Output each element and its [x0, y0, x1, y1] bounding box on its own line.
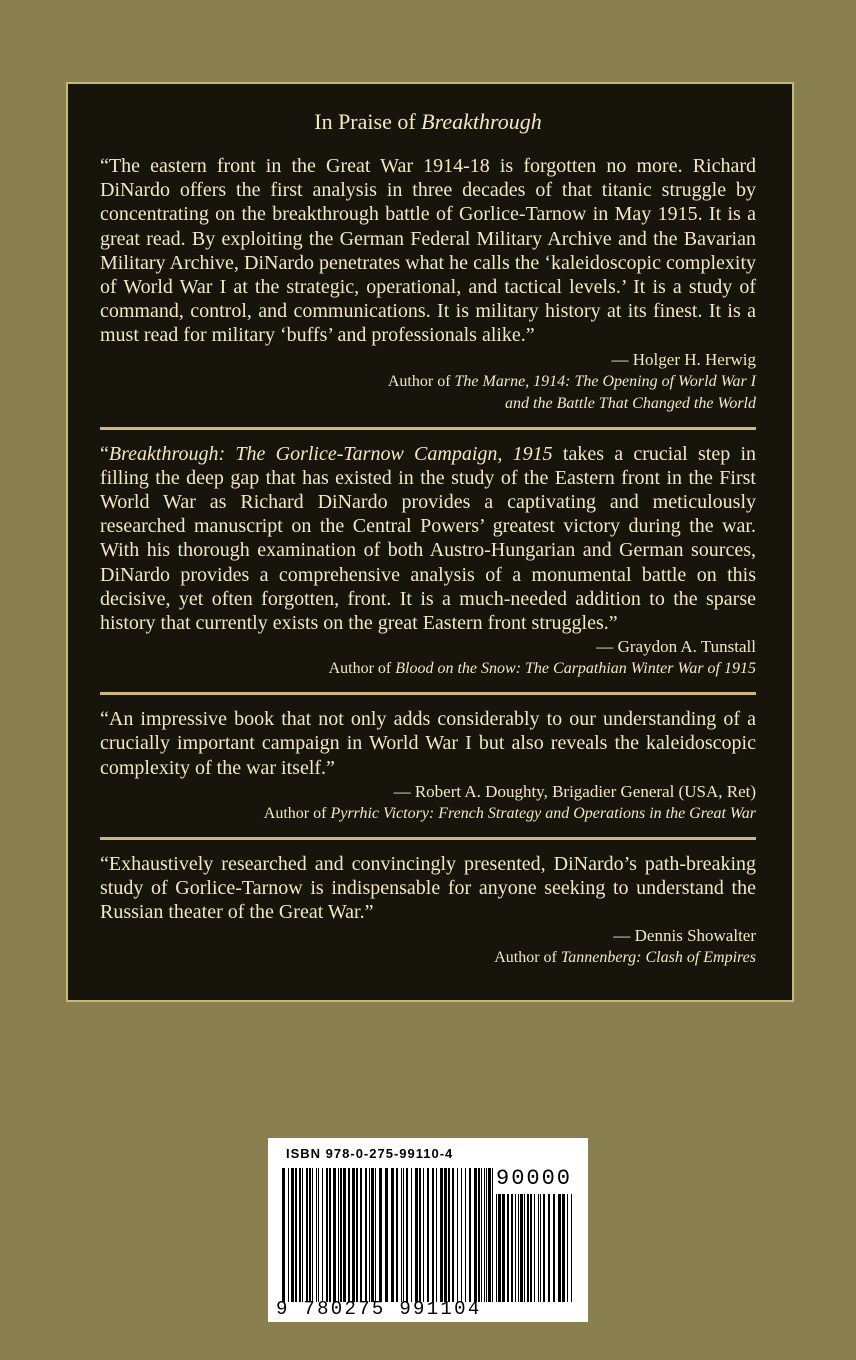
barcode-bar	[511, 1194, 513, 1302]
reviewer-work	[100, 803, 756, 825]
barcode-bar	[524, 1194, 525, 1302]
barcode-bar	[329, 1168, 331, 1302]
reviewer-name: — Dennis Showalter	[613, 926, 756, 946]
barcode-bar	[322, 1168, 323, 1302]
reviewer-work	[100, 658, 756, 680]
barcode-bar	[375, 1168, 376, 1302]
barcode-bar	[562, 1194, 565, 1302]
reviewer-name: — Holger H. Herwig	[611, 349, 756, 369]
barcode-bar	[507, 1194, 509, 1302]
barcode-bar	[484, 1168, 485, 1302]
barcode-bar	[360, 1168, 362, 1302]
barcode-bar	[432, 1168, 434, 1302]
barcode-bar	[436, 1168, 437, 1302]
barcode-bar	[352, 1168, 355, 1302]
barcode-bar	[515, 1194, 516, 1302]
isbn-label: ISBN 978-0-275-99110-4	[286, 1146, 454, 1161]
barcode-bar	[306, 1168, 308, 1302]
barcode-bar	[371, 1168, 374, 1302]
barcode-bar	[452, 1168, 454, 1302]
blurb-tunstall-attribution	[100, 635, 756, 680]
barcode-bar	[538, 1194, 539, 1302]
blurb-showalter-quote: “Exhaustively researched and convincingly presented, DiNardo’s path-breaking study of Gorlice-Tarnow is indispensable for anyone seeking to understand the Russian theater of the Great War.”	[100, 852, 756, 924]
barcode-bar	[518, 1194, 519, 1302]
barcode-bar	[448, 1168, 450, 1302]
barcode-bar	[548, 1194, 550, 1302]
barcode-bar	[295, 1168, 297, 1302]
barcode-bar	[492, 1168, 493, 1302]
barcode-bar	[502, 1194, 505, 1302]
barcode-bar	[318, 1168, 319, 1302]
barcode-bar	[427, 1168, 429, 1302]
author-prefix: Author of	[494, 949, 561, 967]
barcode-bar	[457, 1168, 458, 1302]
work-title-line1: The Marne, 1914: The Opening of World War I	[454, 372, 756, 390]
reviewer-work	[100, 947, 756, 969]
work-title: Tannenberg: Clash of Empires	[560, 949, 756, 967]
barcode-bar	[465, 1168, 466, 1302]
barcode-bar	[419, 1168, 421, 1302]
barcode-bar	[540, 1194, 541, 1302]
reviewer-name: — Graydon A. Tunstall	[596, 637, 756, 657]
barcode-bar	[440, 1168, 443, 1302]
barcode-bar	[369, 1168, 370, 1302]
barcode-bar	[469, 1168, 471, 1302]
barcode-bar	[527, 1194, 529, 1302]
barcode-bar	[291, 1168, 294, 1302]
ean-barcode-bars	[282, 1168, 496, 1302]
barcode-bar	[338, 1168, 339, 1302]
reviewer-name: — Robert A. Doughty, Brigadier General (USA, Ret)	[393, 781, 756, 801]
barcode-bar	[403, 1168, 404, 1302]
barcode-bar	[391, 1168, 394, 1302]
barcode-bar	[558, 1194, 561, 1302]
praise-heading	[100, 104, 756, 140]
heading-prefix: In Praise of	[314, 109, 422, 134]
barcode-bar	[571, 1194, 572, 1302]
addon-barcode-bars	[496, 1194, 576, 1302]
divider	[100, 837, 756, 840]
barcode-bar	[520, 1194, 523, 1302]
ean-number: 9 780275 991104	[276, 1298, 482, 1320]
barcode-bar	[496, 1194, 497, 1302]
barcode-bar	[534, 1194, 535, 1302]
barcode-bar	[461, 1168, 462, 1302]
barcode-bar	[553, 1194, 555, 1302]
barcode-bar	[396, 1168, 398, 1302]
barcode-bar	[474, 1168, 477, 1302]
barcode-bar	[444, 1168, 447, 1302]
barcode-bar	[299, 1168, 301, 1302]
barcode-bar	[498, 1194, 501, 1302]
price-code: 90000	[496, 1166, 573, 1191]
barcode-bar	[340, 1168, 342, 1302]
barcode-bar	[478, 1168, 480, 1302]
quote-text: takes a crucial step in filling the deep gap that has existed in the study of the Eastern front in the First World War as Richard DiNardo provides a captivating and meticulously researched manuscript on the Central Powers’ greatest victory during the war. With his thorough examination of both Austro-Hungarian and German sources, DiNardo provides a comprehensive analysis of a monumental battle on this decisive, yet often forgotten, front. It is a much-needed addition to the sparse history that currently exists on the great Eastern front struggles.”	[100, 442, 756, 635]
blurb-doughty-attribution	[100, 780, 756, 825]
author-prefix: Author of	[328, 660, 396, 678]
barcode-bar	[326, 1168, 328, 1302]
work-title: Pyrrhic Victory: French Strategy and Operations in the Great War	[330, 804, 756, 822]
barcode-bar	[481, 1168, 482, 1302]
barcode-bar	[411, 1168, 412, 1302]
barcode-bar	[385, 1168, 388, 1302]
heading-book-title: Breakthrough	[421, 109, 542, 134]
barcode-bar	[343, 1168, 346, 1302]
blurb-doughty-quote: “An impressive book that not only adds considerably to our understanding of a crucially important campaign in World War I but also reveals the kaleidoscopic complexity of the war itself.”	[100, 708, 756, 779]
reviewer-work	[100, 371, 756, 393]
blurb-herwig-attribution	[100, 348, 756, 415]
barcode-bar	[379, 1168, 382, 1302]
barcode-bar	[415, 1168, 418, 1302]
barcode-bar	[423, 1168, 424, 1302]
work-title-line2: and the Battle That Changed the World	[505, 394, 756, 412]
barcode-bar	[356, 1168, 358, 1302]
barcode-bar	[567, 1194, 568, 1302]
praise-panel	[66, 82, 794, 1002]
barcode-bar	[543, 1194, 545, 1302]
blurb-tunstall-quote	[100, 442, 756, 636]
isbn-barcode	[268, 1138, 588, 1322]
quote-open: “	[100, 442, 109, 465]
barcode-bar	[282, 1168, 285, 1302]
barcode-bar	[288, 1168, 289, 1302]
barcode-bar	[333, 1168, 336, 1302]
blurb-herwig-quote: “The eastern front in the Great War 1914-18 is forgotten no more. Richard DiNardo offers the first analysis in three decades of that titanic struggle by concentrating on the breakthrough battle of Gorlice-Tarnow in May 1915. It is a great read. By exploiting the German Federal Military Archive and the Bavarian Military Archive, DiNardo penetrates what he calls the ‘kaleidoscopic complexity of World War I at the strategic, operational, and tactical levels.’ It is a study of command, control, and communications. It is military history at its finest. It is a must read for military ‘buffs’ and professionals alike.”	[100, 155, 756, 347]
barcode-bar	[486, 1168, 487, 1302]
praise-content	[100, 104, 756, 969]
divider	[100, 692, 756, 695]
quoted-book-title: Breakthrough: The Gorlice-Tarnow Campaign, 1915	[108, 442, 553, 465]
reviewer-work-cont	[100, 393, 756, 415]
barcode-bar	[488, 1168, 491, 1302]
barcode-bar	[365, 1168, 367, 1302]
author-prefix: Author of	[387, 372, 455, 390]
divider	[100, 427, 756, 430]
barcode-bar	[312, 1168, 313, 1302]
barcode-bar	[309, 1168, 311, 1302]
work-title: Blood on the Snow: The Carpathian Winter War of 1915	[395, 660, 756, 678]
barcode-bar	[401, 1168, 402, 1302]
blurb-showalter-attribution	[100, 924, 756, 969]
barcode-bar	[302, 1168, 303, 1302]
barcode-bar	[316, 1168, 317, 1302]
barcode-bar	[406, 1168, 408, 1302]
barcode-bar	[530, 1194, 532, 1302]
barcode-bar	[348, 1168, 350, 1302]
author-prefix: Author of	[263, 804, 331, 822]
